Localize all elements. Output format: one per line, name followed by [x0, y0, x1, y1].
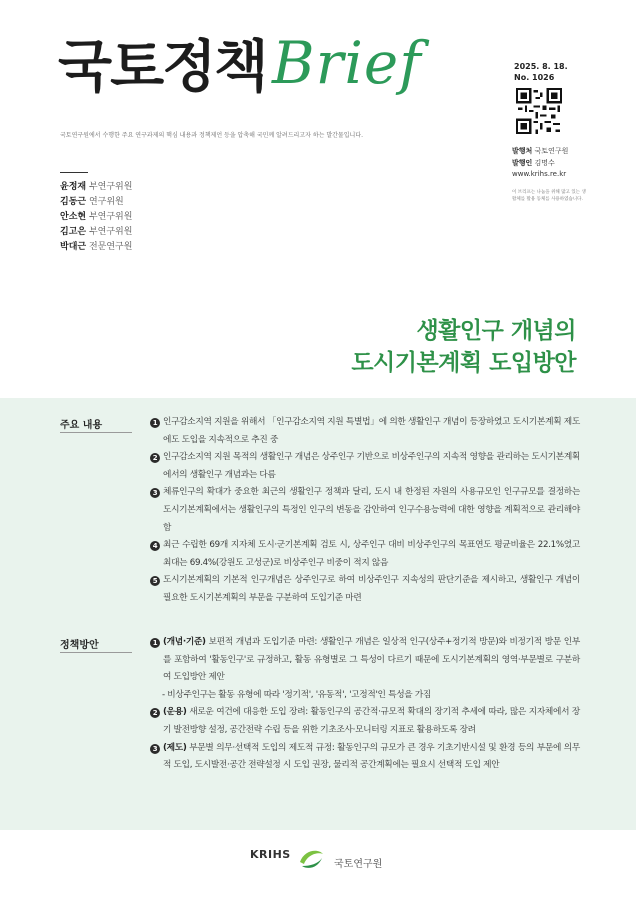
- report-title-line1: 생활인구 개념의: [416, 318, 576, 344]
- issuer-label: 발행인: [512, 159, 533, 167]
- main-points-label: 주요 내용: [60, 420, 103, 431]
- footer-org-name: 국토연구원: [334, 859, 383, 870]
- list-item: 2 (운용) 새로운 여건에 대응한 도입 장려: 활동인구의 공간적·규모적 확대의 장기적 추세에 따라, 많은 지자체에서 장기 발전방향 설정, 공간전략 수립 등을 위한 기초조사·모니터링 지표로 활용하도록 장려: [150, 704, 580, 739]
- policy-list: [150, 634, 580, 775]
- author-item: 김고은 부연구위원: [60, 227, 133, 237]
- policy-label: 정책방안: [60, 640, 99, 651]
- publisher-name: 국토연구원: [534, 147, 569, 155]
- list-subitem: - 비상주인구는 활동 유형에 따라 '정기적', '유동적', '고정적'인 특성을 가짐: [162, 689, 432, 700]
- authors-divider: [60, 172, 88, 173]
- issuer-name: 김명수: [534, 159, 555, 167]
- krihs-logo-icon: [296, 846, 326, 872]
- author-item: 안소현 부연구위원: [60, 212, 133, 222]
- list-item: 4 최근 수립한 69개 지자체 도시·군기본계획 검토 시, 상주인구 대비 비상주인구의 목표연도 평균비율은 22.1%였고 최대는 69.4%(강원도 고성군)로 비상주인구 비중이 적지 않음: [150, 537, 580, 572]
- qr-code-icon[interactable]: [516, 88, 562, 134]
- publisher-label: 발행처: [512, 147, 533, 155]
- list-item: 1 인구감소지역 지원을 위해서 「인구감소지역 지원 특별법」에 의한 생활인구 개념이 등장하였고 도시기본계획 제도에도 도입을 지속적으로 추진 중: [150, 414, 580, 449]
- list-item: 3 체류인구의 확대가 중요한 최근의 생활인구 정책과 달리, 도시 내 한정된 자원의 사용규모인 인구규모를 결정하는 도시기본계획에서는 생활인구의 특정인 인구의 변동을 감안하여 인구수용능력에 대한 영향을 계획적으로 관리해야 함: [150, 484, 580, 537]
- report-title-line2: 도시기본계획 도입방안: [351, 350, 576, 376]
- website-link[interactable]: www.krihs.re.kr: [512, 170, 567, 178]
- main-points-list: [150, 414, 580, 608]
- list-item: 3 (제도) 부문별 의무·선택적 도입의 제도적 규정: 활동인구의 규모가 큰 경우 기초기반시설 및 환경 등의 부문에 의무적 도입, 도시발전·공간 전략설정 시 도입 권장, 물리적 공간계획에는 필요시 선택적 도입 제안: [150, 740, 580, 775]
- section-divider: [60, 432, 132, 433]
- issue-number: No. 1026: [514, 73, 555, 82]
- issue-date: 2025. 8. 18.: [514, 62, 568, 71]
- author-item: 박대근 전문연구원: [60, 242, 133, 252]
- author-list: [60, 180, 132, 255]
- author-item: 윤정재 부연구위원: [60, 182, 133, 192]
- author-item: 김동근 연구위원: [60, 197, 124, 207]
- paper-note: 이 브리프는 나눔을 위해 많고 있는 생활체를 활용 동체를 사용하였습니다.: [512, 190, 586, 202]
- tagline: 국토연구원에서 수행한 주요 연구과제의 핵심 내용과 정책제언 등을 압축해 국민께 알려드리고자 하는 발간물입니다.: [60, 132, 364, 139]
- list-item: 1 (개념·기준) 보편적 개념과 도입기준 마련: 생활인구 개념은 일상적 인구(상주+정기적 방문)와 비정기적 방문 인부를 포함하여 '활동인구'로 규정하고, 활동 유형별로 그 특성이 다르기 때문에 도시기본계획의 영역·부문별로 구분하여 도입방안 제안: [150, 634, 580, 687]
- issuer-line: [512, 158, 555, 168]
- list-item: 2 인구감소지역 지원 목적의 생활인구 개념은 상주인구 기반으로 비상주인구의 지속적 영향을 관리하는 도시기본계획에서의 생활인구 개념과는 다름: [150, 449, 580, 484]
- brand-title-en: Brief: [272, 29, 422, 97]
- footer-logo-text: KRIHS: [250, 848, 291, 861]
- section-divider: [60, 652, 132, 653]
- publisher-line: [512, 146, 568, 156]
- list-item: 5 도시기본계획의 기본적 인구개념은 상주인구로 하여 비상주인구 지속성의 판단기준을 제시하고, 생활인구 개념이 필요한 도시기본계획의 부문을 구분하여 도입기준 마련: [150, 572, 580, 607]
- summary-panel: [0, 398, 636, 830]
- brand-title-ko: 국토정책: [58, 35, 267, 100]
